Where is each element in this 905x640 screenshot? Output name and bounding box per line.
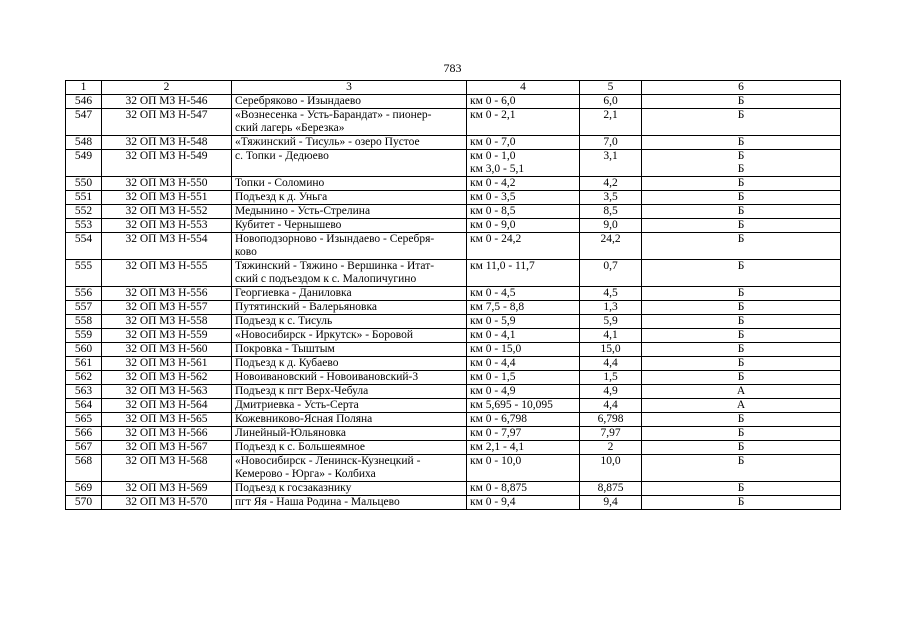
- road-code-cell: 32 ОП МЗ Н-564: [102, 399, 232, 413]
- header-cell: 6: [642, 81, 841, 95]
- road-name-cell: [232, 482, 467, 496]
- table-row: [66, 482, 841, 496]
- road-name-cell: [232, 371, 467, 385]
- category-cell-line: Б: [737, 441, 745, 453]
- row-number-cell: 547: [66, 109, 102, 136]
- km-range-cell: [467, 95, 580, 109]
- km-range-cell: [467, 177, 580, 191]
- category-cell: [642, 287, 841, 301]
- length-cell: 10,0: [580, 455, 642, 482]
- road-name-cell-line: с. Топки - Дедюево: [235, 150, 329, 162]
- table-row: [66, 357, 841, 371]
- table-row: [66, 150, 841, 177]
- category-cell: [642, 482, 841, 496]
- length-cell: 3,1: [580, 150, 642, 177]
- road-name-cell-line: Подъезд к с. Тисуль: [235, 315, 333, 327]
- category-cell: [642, 357, 841, 371]
- road-code-cell: 32 ОП МЗ Н-550: [102, 177, 232, 191]
- road-name-cell: [232, 136, 467, 150]
- road-name-cell-line: Дмитриевка - Усть-Серта: [235, 399, 359, 411]
- category-cell: [642, 150, 841, 177]
- category-cell-line: Б: [737, 177, 745, 189]
- category-cell-line: Б: [737, 260, 745, 272]
- road-name-cell: [232, 385, 467, 399]
- row-number-cell: 566: [66, 427, 102, 441]
- km-range-cell: [467, 343, 580, 357]
- row-number-cell: 560: [66, 343, 102, 357]
- category-cell: [642, 455, 841, 482]
- length-cell: 4,1: [580, 329, 642, 343]
- road-name-cell: [232, 315, 467, 329]
- category-cell: [642, 233, 841, 260]
- table-row: [66, 219, 841, 233]
- km-range-cell-line: км 0 - 6,0: [470, 95, 516, 107]
- km-range-cell-line: км 0 - 9,4: [470, 496, 516, 508]
- row-number-cell: 549: [66, 150, 102, 177]
- road-name-cell: [232, 455, 467, 482]
- category-cell-line: Б: [737, 329, 745, 341]
- km-range-cell-line: км 2,1 - 4,1: [470, 441, 525, 453]
- km-range-cell: [467, 496, 580, 510]
- category-cell: [642, 109, 841, 136]
- km-range-cell: [467, 385, 580, 399]
- road-code-cell: 32 ОП МЗ Н-568: [102, 455, 232, 482]
- road-code-cell: 32 ОП МЗ Н-555: [102, 260, 232, 287]
- road-code-cell: 32 ОП МЗ Н-565: [102, 413, 232, 427]
- category-cell: [642, 496, 841, 510]
- category-cell-line: Б: [737, 371, 745, 383]
- road-code-cell: 32 ОП МЗ Н-548: [102, 136, 232, 150]
- category-cell: [642, 191, 841, 205]
- length-cell: 4,4: [580, 357, 642, 371]
- row-number-cell: 557: [66, 301, 102, 315]
- road-code-cell: 32 ОП МЗ Н-552: [102, 205, 232, 219]
- table-row: [66, 315, 841, 329]
- category-cell-line: Б: [737, 343, 745, 355]
- row-number-cell: 554: [66, 233, 102, 260]
- length-cell: 4,5: [580, 287, 642, 301]
- table-row: [66, 413, 841, 427]
- road-name-cell: [232, 441, 467, 455]
- road-name-cell-line: Медынино - Усть-Стрелина: [235, 205, 371, 217]
- table-row: [66, 109, 841, 136]
- length-cell: 1,5: [580, 371, 642, 385]
- road-name-cell-line: Путятинский - Валерьяновка: [235, 301, 377, 313]
- table-row: [66, 371, 841, 385]
- table-row: [66, 287, 841, 301]
- category-cell: [642, 427, 841, 441]
- row-number-cell: 551: [66, 191, 102, 205]
- km-range-cell-line: км 0 - 4,1: [470, 329, 516, 341]
- length-cell: 15,0: [580, 343, 642, 357]
- table-row: [66, 455, 841, 482]
- table-row: [66, 441, 841, 455]
- km-range-cell: [467, 357, 580, 371]
- road-name-cell-line: Георгиевка - Даниловка: [235, 287, 352, 299]
- category-cell: [642, 371, 841, 385]
- road-name-cell-line: Кемерово - Юрга» - Колбиха: [235, 468, 376, 480]
- page-number: 783: [443, 61, 462, 75]
- row-number-cell: 568: [66, 455, 102, 482]
- road-name-cell-line: Новоподзорново - Изындаево - Серебря-: [235, 233, 435, 245]
- road-code-cell: 32 ОП МЗ Н-551: [102, 191, 232, 205]
- row-number-cell: 552: [66, 205, 102, 219]
- category-cell: [642, 95, 841, 109]
- category-cell: [642, 315, 841, 329]
- category-cell-line: Б: [737, 205, 745, 217]
- category-cell-line: Б: [737, 233, 745, 245]
- road-name-cell-line: Покровка - Тыштым: [235, 343, 335, 355]
- road-code-cell: 32 ОП МЗ Н-557: [102, 301, 232, 315]
- length-cell: 7,97: [580, 427, 642, 441]
- road-name-cell-line: Подъезд к д. Кубаево: [235, 357, 339, 369]
- category-cell-line: Б: [737, 136, 745, 148]
- length-cell: 9,0: [580, 219, 642, 233]
- table-row: [66, 95, 841, 109]
- header-cell: 5: [580, 81, 642, 95]
- road-name-cell: [232, 329, 467, 343]
- road-code-cell: 32 ОП МЗ Н-546: [102, 95, 232, 109]
- category-cell-line: Б: [737, 496, 745, 508]
- km-range-cell: [467, 329, 580, 343]
- length-cell: 6,0: [580, 95, 642, 109]
- road-name-cell-line: Тяжинский - Тяжино - Вершинка - Итат-: [235, 260, 435, 272]
- header-cell: 2: [102, 81, 232, 95]
- length-cell: 9,4: [580, 496, 642, 510]
- km-range-cell: [467, 109, 580, 136]
- road-name-cell-line: ский с подъездом к с. Малопичугино: [235, 273, 417, 285]
- row-number-cell: 556: [66, 287, 102, 301]
- km-range-cell-line: км 0 - 24,2: [470, 233, 522, 245]
- table-row: [66, 385, 841, 399]
- table-row: [66, 301, 841, 315]
- road-code-cell: 32 ОП МЗ Н-563: [102, 385, 232, 399]
- km-range-cell: [467, 219, 580, 233]
- row-number-cell: 548: [66, 136, 102, 150]
- road-name-cell-line: Новоивановский - Новоивановский-3: [235, 371, 419, 383]
- category-cell: [642, 441, 841, 455]
- row-number-cell: 569: [66, 482, 102, 496]
- length-cell: 1,3: [580, 301, 642, 315]
- length-cell: 24,2: [580, 233, 642, 260]
- road-name-cell-line: «Вознесенка - Усть-Барандат» - пионер-: [235, 109, 432, 121]
- km-range-cell: [467, 191, 580, 205]
- length-cell: 2,1: [580, 109, 642, 136]
- category-cell: [642, 329, 841, 343]
- category-cell: [642, 177, 841, 191]
- category-cell: [642, 260, 841, 287]
- road-name-cell: [232, 496, 467, 510]
- row-number-cell: 558: [66, 315, 102, 329]
- km-range-cell-line: км 0 - 4,2: [470, 177, 516, 189]
- length-cell: 0,7: [580, 260, 642, 287]
- road-name-cell-line: Подъезд к госзаказнику: [235, 482, 352, 494]
- km-range-cell-line: км 0 - 7,0: [470, 136, 516, 148]
- km-range-cell: [467, 205, 580, 219]
- road-name-cell: [232, 427, 467, 441]
- table-row: [66, 177, 841, 191]
- category-cell-line: Б: [737, 315, 745, 327]
- road-name-cell: [232, 191, 467, 205]
- km-range-cell-line: км 0 - 2,1: [470, 109, 516, 121]
- km-range-cell-line: км 0 - 3,5: [470, 191, 516, 203]
- road-code-cell: 32 ОП МЗ Н-559: [102, 329, 232, 343]
- km-range-cell: [467, 399, 580, 413]
- table-row: [66, 329, 841, 343]
- km-range-cell-line: км 5,695 - 10,095: [470, 399, 553, 411]
- table-row: [66, 496, 841, 510]
- road-code-cell: 32 ОП МЗ Н-556: [102, 287, 232, 301]
- road-name-cell-line: «Новосибирск - Ленинск-Кузнецкий -: [235, 455, 421, 467]
- length-cell: 4,4: [580, 399, 642, 413]
- row-number-cell: 546: [66, 95, 102, 109]
- category-cell-line: Б: [737, 191, 745, 203]
- km-range-cell-line: км 0 - 9,0: [470, 219, 516, 231]
- road-name-cell: [232, 233, 467, 260]
- length-cell: 8,5: [580, 205, 642, 219]
- table-row: [66, 136, 841, 150]
- category-cell: [642, 205, 841, 219]
- km-range-cell: [467, 441, 580, 455]
- road-code-cell: 32 ОП МЗ Н-569: [102, 482, 232, 496]
- table-row: [66, 343, 841, 357]
- road-code-cell: 32 ОП МЗ Н-547: [102, 109, 232, 136]
- length-cell: 3,5: [580, 191, 642, 205]
- km-range-cell: [467, 413, 580, 427]
- row-number-cell: 553: [66, 219, 102, 233]
- category-cell: [642, 301, 841, 315]
- row-number-cell: 565: [66, 413, 102, 427]
- row-number-cell: 550: [66, 177, 102, 191]
- road-name-cell-line: пгт Яя - Наша Родина - Мальцево: [235, 496, 400, 508]
- category-cell-line: Б: [737, 413, 745, 425]
- category-cell-line: Б: [737, 357, 745, 369]
- road-name-cell: [232, 413, 467, 427]
- category-cell-line: Б: [737, 150, 745, 162]
- km-range-cell-line: км 11,0 - 11,7: [470, 260, 535, 272]
- km-range-cell-line: км 0 - 8,875: [470, 482, 527, 494]
- road-code-cell: 32 ОП МЗ Н-561: [102, 357, 232, 371]
- table-row: [66, 260, 841, 287]
- km-range-cell: [467, 455, 580, 482]
- header-cell: 4: [467, 81, 580, 95]
- km-range-cell-line: км 7,5 - 8,8: [470, 301, 525, 313]
- length-cell: 8,875: [580, 482, 642, 496]
- road-name-cell-line: Топки - Соломино: [235, 177, 325, 189]
- road-name-cell-line: «Новосибирск - Иркутск» - Боровой: [235, 329, 414, 341]
- road-code-cell: 32 ОП МЗ Н-566: [102, 427, 232, 441]
- header-row: [66, 81, 841, 95]
- km-range-cell-line: км 0 - 5,9: [470, 315, 516, 327]
- km-range-cell: [467, 233, 580, 260]
- km-range-cell: [467, 260, 580, 287]
- road-name-cell: [232, 287, 467, 301]
- road-name-cell-line: Подъезд к д. Уньга: [235, 191, 328, 203]
- road-name-cell: [232, 260, 467, 287]
- length-cell: 4,2: [580, 177, 642, 191]
- road-code-cell: 32 ОП МЗ Н-570: [102, 496, 232, 510]
- roads-table: [65, 80, 841, 510]
- road-code-cell: 32 ОП МЗ Н-558: [102, 315, 232, 329]
- road-name-cell: [232, 109, 467, 136]
- km-range-cell-line: км 3,0 - 5,1: [470, 163, 525, 175]
- km-range-cell: [467, 287, 580, 301]
- road-name-cell: [232, 357, 467, 371]
- category-cell-line: Б: [737, 287, 745, 299]
- category-cell-line: Б: [737, 301, 745, 313]
- row-number-cell: 567: [66, 441, 102, 455]
- road-name-cell-line: ково: [235, 246, 257, 258]
- category-cell: [642, 399, 841, 413]
- road-name-cell: [232, 343, 467, 357]
- category-cell-line: Б: [737, 95, 745, 107]
- row-number-cell: 570: [66, 496, 102, 510]
- category-cell-line: А: [736, 399, 746, 411]
- road-name-cell: [232, 219, 467, 233]
- table-row: [66, 427, 841, 441]
- road-name-cell: [232, 95, 467, 109]
- row-number-cell: 561: [66, 357, 102, 371]
- km-range-cell-line: км 0 - 4,9: [470, 385, 516, 397]
- category-cell-line: Б: [737, 427, 745, 439]
- road-code-cell: 32 ОП МЗ Н-562: [102, 371, 232, 385]
- row-number-cell: 559: [66, 329, 102, 343]
- category-cell: [642, 219, 841, 233]
- category-cell-line: Б: [737, 482, 745, 494]
- km-range-cell-line: км 0 - 6,798: [470, 413, 527, 425]
- road-name-cell: [232, 177, 467, 191]
- row-number-cell: 562: [66, 371, 102, 385]
- km-range-cell-line: км 0 - 4,5: [470, 287, 516, 299]
- km-range-cell: [467, 301, 580, 315]
- km-range-cell-line: км 0 - 8,5: [470, 205, 516, 217]
- road-name-cell-line: «Тяжинский - Тисуль» - озеро Пустое: [235, 136, 420, 148]
- road-name-cell: [232, 399, 467, 413]
- category-cell-line: Б: [737, 163, 745, 175]
- road-name-cell-line: Линейный-Юльяновка: [235, 427, 347, 439]
- km-range-cell: [467, 315, 580, 329]
- road-code-cell: 32 ОП МЗ Н-549: [102, 150, 232, 177]
- road-code-cell: 32 ОП МЗ Н-553: [102, 219, 232, 233]
- table-row: [66, 399, 841, 413]
- road-name-cell: [232, 150, 467, 177]
- km-range-cell-line: км 0 - 15,0: [470, 343, 522, 355]
- km-range-cell-line: км 0 - 7,97: [470, 427, 522, 439]
- length-cell: 2: [580, 441, 642, 455]
- road-name-cell-line: Подъезд к с. Большеямное: [235, 441, 366, 453]
- length-cell: 7,0: [580, 136, 642, 150]
- km-range-cell: [467, 150, 580, 177]
- road-name-cell: [232, 301, 467, 315]
- road-name-cell-line: ский лагерь «Березка»: [235, 122, 345, 134]
- km-range-cell: [467, 482, 580, 496]
- km-range-cell: [467, 427, 580, 441]
- road-name-cell-line: Кожевниково-Ясная Поляна: [235, 413, 373, 425]
- category-cell-line: Б: [737, 109, 745, 121]
- road-name-cell-line: Кубитет - Чернышево: [235, 219, 342, 231]
- length-cell: 4,9: [580, 385, 642, 399]
- km-range-cell-line: км 0 - 10,0: [470, 455, 522, 467]
- table-row: [66, 205, 841, 219]
- header-cell: 1: [66, 81, 102, 95]
- row-number-cell: 563: [66, 385, 102, 399]
- category-cell: [642, 413, 841, 427]
- road-code-cell: 32 ОП МЗ Н-560: [102, 343, 232, 357]
- road-name-cell-line: Подъезд к пгт Верх-Чебула: [235, 385, 369, 397]
- km-range-cell-line: км 0 - 1,0: [470, 150, 516, 162]
- km-range-cell: [467, 136, 580, 150]
- row-number-cell: 564: [66, 399, 102, 413]
- category-cell: [642, 343, 841, 357]
- row-number-cell: 555: [66, 260, 102, 287]
- header-cell: 3: [232, 81, 467, 95]
- category-cell: [642, 385, 841, 399]
- km-range-cell-line: км 0 - 4,4: [470, 357, 516, 369]
- length-cell: 5,9: [580, 315, 642, 329]
- km-range-cell-line: км 0 - 1,5: [470, 371, 516, 383]
- road-name-cell-line: Серебряково - Изындаево: [235, 95, 361, 107]
- category-cell-line: А: [736, 385, 746, 397]
- category-cell: [642, 136, 841, 150]
- road-code-cell: 32 ОП МЗ Н-567: [102, 441, 232, 455]
- category-cell-line: Б: [737, 455, 745, 467]
- road-code-cell: 32 ОП МЗ Н-554: [102, 233, 232, 260]
- category-cell-line: Б: [737, 219, 745, 231]
- table-row: [66, 233, 841, 260]
- table-row: [66, 191, 841, 205]
- km-range-cell: [467, 371, 580, 385]
- road-name-cell: [232, 205, 467, 219]
- length-cell: 6,798: [580, 413, 642, 427]
